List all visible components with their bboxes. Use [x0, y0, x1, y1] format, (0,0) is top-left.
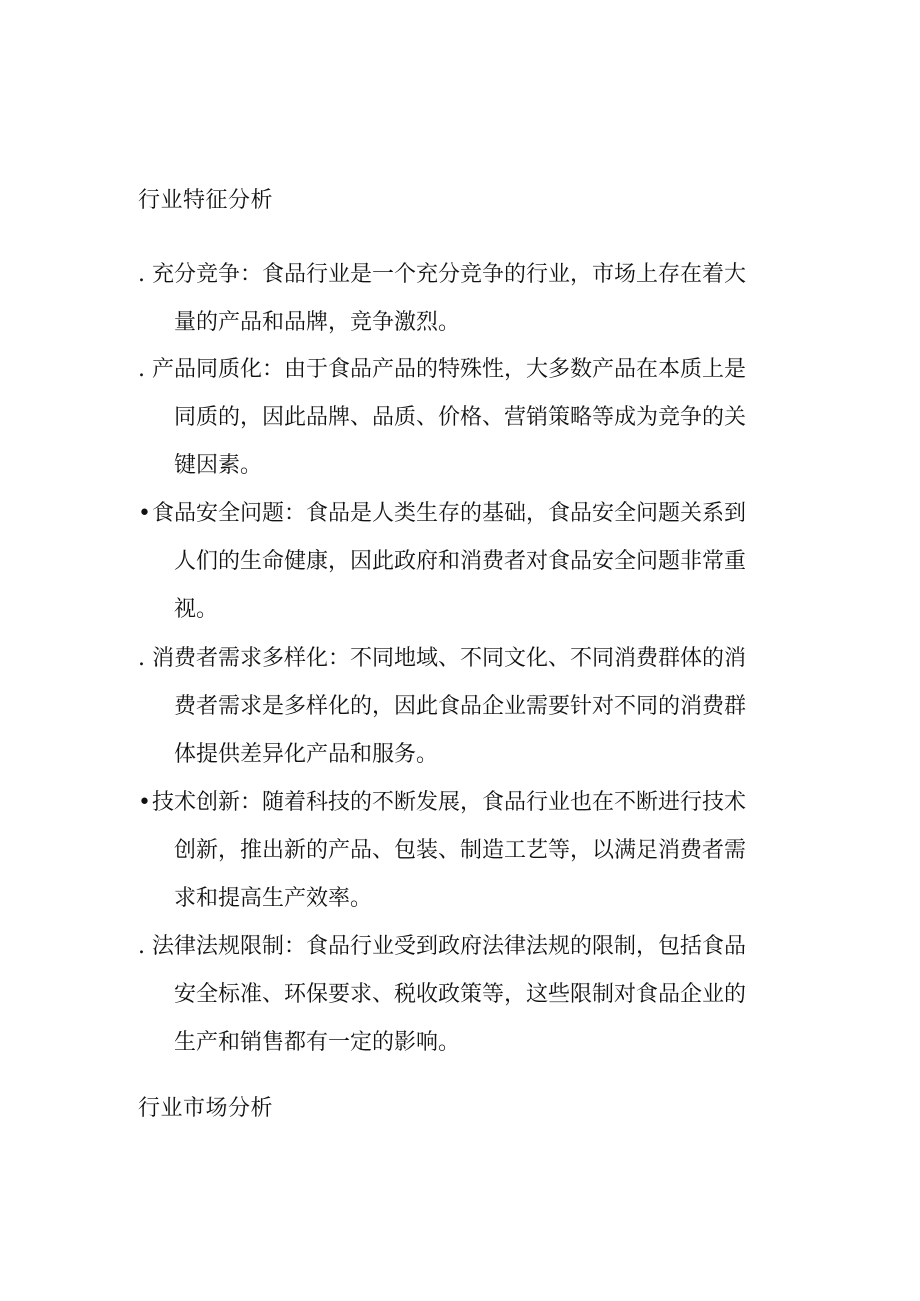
list-item-continuation-line: 费者需求是多样化的，因此食品企业需要针对不同的消费群 — [174, 694, 747, 719]
list-item — [138, 346, 788, 490]
list-marker: . — [138, 357, 145, 382]
list-item-first-line — [138, 635, 788, 683]
list-item-continuation-line: 同质的，因此品牌、品质、价格、营销策略等成为竞争的关 — [174, 405, 747, 430]
list-item-text: 消费者需求多样化：不同地域、不同文化、不同消费群体的消 — [152, 646, 747, 671]
section-heading-industry-market: 行业市场分析 — [138, 1096, 274, 1121]
list-item-continuation-line: 视。 — [174, 597, 219, 622]
list-marker: . — [138, 646, 145, 671]
list-item-first-line — [138, 779, 788, 827]
list-marker: . — [138, 262, 145, 287]
list-item-text: 法律法规限制：食品行业受到政府法律法规的限制，包括食品 — [152, 934, 747, 959]
list-item-text: 食品安全问题：食品是人类生存的基础，食品安全问题关系到 — [152, 501, 747, 526]
list-item-continuation-line: 体提供差异化产品和服务。 — [174, 742, 439, 767]
list-item — [138, 779, 788, 923]
section-heading-industry-characteristics: 行业特征分析 — [138, 188, 274, 213]
list-item-continuation-line: 创新，推出新的产品、包装、制造工艺等，以满足消费者需 — [174, 838, 747, 863]
list-marker: • — [138, 790, 151, 815]
list-item-continuation-line: 量的产品和品牌，竞争激烈。 — [174, 310, 461, 335]
list-item-continuation-line: 求和提高生产效率。 — [174, 886, 373, 911]
list-item-first-line — [138, 490, 788, 538]
list-item — [138, 490, 788, 634]
list-item-text: 产品同质化：由于食品产品的特殊性，大多数产品在本质上是 — [152, 357, 747, 382]
list-marker: . — [138, 934, 145, 959]
list-item-continuation-line: 人们的生命健康，因此政府和消费者对食品安全问题非常重 — [174, 549, 747, 574]
list-item-continuation-line: 生产和销售都有一定的影响。 — [174, 1030, 461, 1055]
list-marker: • — [138, 501, 151, 526]
list-item — [138, 635, 788, 779]
list-item-continuation-line: 键因素。 — [174, 453, 263, 478]
list-item — [138, 923, 788, 1067]
list-item-continuation-line: 安全标准、环保要求、税收政策等，这些限制对食品企业的 — [174, 982, 747, 1007]
list-item-first-line — [138, 251, 788, 299]
list-item-text: 充分竞争：食品行业是一个充分竞争的行业，市场上存在着大 — [152, 262, 747, 287]
list-item-text: 技术创新：随着科技的不断发展，食品行业也在不断进行技术 — [152, 790, 747, 815]
list-item-first-line — [138, 923, 788, 971]
list-item-first-line — [138, 346, 788, 394]
list-item — [138, 251, 788, 347]
